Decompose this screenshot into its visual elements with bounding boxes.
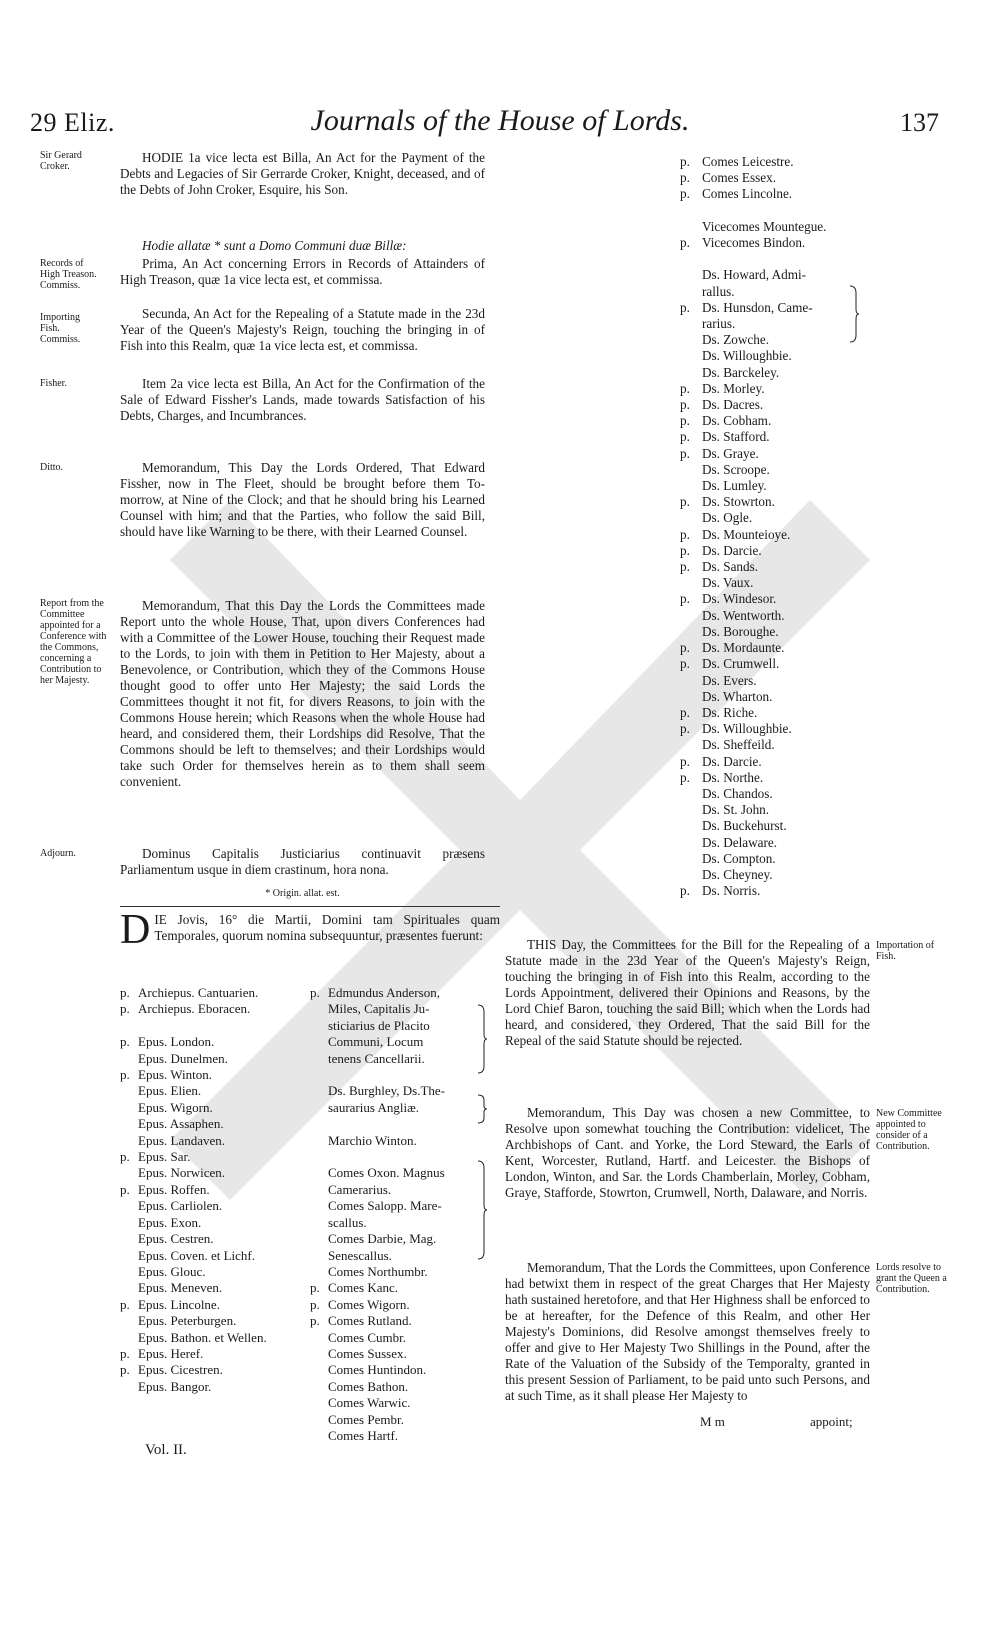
list-item bbox=[680, 673, 870, 689]
list-item bbox=[680, 705, 870, 721]
member-name: Comes Salopp. Mare- bbox=[328, 1198, 442, 1214]
list-item bbox=[680, 818, 870, 834]
list-item bbox=[680, 300, 870, 316]
member-name: Ds. Norris. bbox=[702, 883, 761, 899]
list-item bbox=[680, 510, 870, 526]
member-name: Epus. Norwicen. bbox=[138, 1165, 226, 1181]
list-item bbox=[680, 754, 870, 770]
list-item bbox=[680, 689, 870, 705]
member-name bbox=[702, 251, 705, 266]
member-name: Ds. Northe. bbox=[702, 769, 764, 785]
list-item bbox=[120, 1149, 305, 1165]
margin-note-adjourn: Adjourn. bbox=[40, 848, 76, 859]
volume-label: Vol. II. bbox=[145, 1442, 187, 1458]
paragraph-memorandum-report: Memorandum, That this Day the Lords the Committees made Report unto the whole House, That, upon divers Conferences had with a Committee of the Lower House, touching their Request made to the Lords, to join with them in Petition to Her Majesty, about a Benevolence, or Contribution, which they of the Commons House thought good to offer unto Her Majesty; the said Lords the Committees thought it not fit, for divers Reasons, to join with the Commons House herein; which Reasons when the whole House had heard, and considered them, their Lordships did Resolve, That the Commons should be left to themselves; and their Lordships would take such Order for themselves herein as to them shall seem convenient. bbox=[120, 598, 485, 789]
list-item bbox=[310, 1264, 500, 1280]
bracket-shape bbox=[476, 1004, 488, 1074]
member-name: Epus. Meneven. bbox=[138, 1280, 223, 1296]
list-item bbox=[310, 1215, 500, 1231]
footnote: * Origin. allat. est. bbox=[265, 888, 340, 899]
presence-mark: p. bbox=[120, 985, 130, 1000]
section-divider bbox=[120, 906, 500, 907]
member-name: Ds. Morley. bbox=[702, 380, 765, 396]
list-item bbox=[310, 1067, 500, 1083]
member-name: Ds. Boroughe. bbox=[702, 623, 779, 639]
member-name: Comes Essex. bbox=[702, 170, 776, 186]
list-item bbox=[680, 316, 870, 332]
member-name: scallus. bbox=[328, 1214, 367, 1230]
list-item bbox=[120, 1379, 305, 1395]
member-name: Vicecomes Bindon. bbox=[702, 235, 806, 251]
presence-mark: p. bbox=[680, 380, 690, 396]
member-name: Ds. Wentworth. bbox=[702, 607, 785, 623]
bishops-list bbox=[120, 985, 305, 1395]
presence-mark: p. bbox=[680, 704, 690, 720]
member-name: Ds. Delaware. bbox=[702, 834, 778, 850]
presence-mark: p. bbox=[680, 235, 690, 251]
presence-mark: p. bbox=[680, 413, 690, 429]
member-name: Epus. Cestren. bbox=[138, 1231, 214, 1247]
member-name bbox=[328, 1149, 331, 1164]
list-item bbox=[310, 1248, 500, 1264]
list-item bbox=[310, 1346, 500, 1362]
member-name: Epus. Exon. bbox=[138, 1214, 202, 1230]
member-name: Ds. Sheffeild. bbox=[702, 737, 775, 753]
list-item bbox=[310, 1198, 500, 1214]
list-item bbox=[680, 462, 870, 478]
member-name: Senescallus. bbox=[328, 1247, 392, 1263]
list-item bbox=[120, 1051, 305, 1067]
member-name: Ds. Scroope. bbox=[702, 461, 770, 477]
member-name bbox=[138, 1018, 141, 1033]
list-item bbox=[680, 591, 870, 607]
list-item bbox=[680, 381, 870, 397]
presence-mark: p. bbox=[680, 769, 690, 785]
list-item bbox=[680, 786, 870, 802]
member-name: Epus. Bangor. bbox=[138, 1378, 212, 1394]
paragraph-memorandum-fisher: Memorandum, This Day the Lords Ordered, That Edward Fissher, now in The Fleet, should be brought before them To-morrow, at Nine of the Clock; and that he should bring his Learned Counsel with him; and that the Parties, who follow the said Bill, should have like Warning to be there, with their Learned Counsel. bbox=[120, 460, 485, 539]
member-name: Ds. Vaux. bbox=[702, 575, 754, 591]
list-item bbox=[120, 1297, 305, 1313]
member-name bbox=[328, 1116, 331, 1131]
list-item bbox=[680, 154, 870, 170]
margin-note-importation: Importation of Fish. bbox=[876, 940, 935, 962]
list-item bbox=[680, 559, 870, 575]
list-item bbox=[120, 1100, 305, 1116]
member-name: Ds. Stowrton. bbox=[702, 494, 775, 510]
member-name: Ds. Ogle. bbox=[702, 510, 753, 526]
member-name: Epus. Bathon. et Wellen. bbox=[138, 1329, 267, 1345]
list-item bbox=[310, 1034, 500, 1050]
officers-list bbox=[310, 985, 500, 1444]
list-item bbox=[120, 1346, 305, 1362]
list-item bbox=[680, 446, 870, 462]
member-name: Comes Hartf. bbox=[328, 1427, 399, 1443]
presence-mark: p. bbox=[680, 542, 690, 558]
list-item bbox=[310, 1182, 500, 1198]
catchword: appoint; bbox=[810, 1414, 853, 1429]
margin-note-new-committee: New Committee appointed to consider of a Contribution. bbox=[876, 1108, 942, 1152]
presence-mark: p. bbox=[120, 1345, 130, 1361]
presence-mark: p. bbox=[680, 640, 690, 656]
list-item bbox=[680, 397, 870, 413]
member-name: Edmundus Anderson, bbox=[328, 985, 440, 1000]
margin-note-importing: Importing Fish. Commiss. bbox=[40, 312, 81, 345]
presence-mark: p. bbox=[680, 154, 690, 169]
list-item bbox=[310, 1149, 500, 1165]
presence-mark: p. bbox=[680, 591, 690, 607]
list-item bbox=[310, 1133, 500, 1149]
paragraph-secunda: Secunda, An Act for the Repealing of a Statute made in the 23d Year of the Queen's Majesty's Reign, touching the bringing in of Fish into this Realm, quæ 1a vice lecta est, et commissa. bbox=[120, 306, 485, 353]
list-item bbox=[680, 656, 870, 672]
list-item bbox=[120, 1330, 305, 1346]
list-item bbox=[310, 1165, 500, 1181]
list-item bbox=[310, 1362, 500, 1378]
paragraph-new-committee: Memorandum, This Day was chosen a new Committee, to Resolve upon somewhat touching the Contribution: videlicet, The Archbishops of Cant. and Yorke, the Lord Steward, the Earls of Kent, Worcester, Rutland, Hartf. and Leicester. the Bishops of London, Winton, and Sar. the Lords Chamberlain, Morley, Cobham, Graye, Stafforde, Stowrton, Crumwell, North, Dalaware, and Norris. bbox=[505, 1105, 870, 1200]
list-item bbox=[120, 1362, 305, 1378]
margin-note-croker: Sir Gerard Croker. bbox=[40, 150, 82, 172]
member-name: Epus. Sar. bbox=[138, 1149, 191, 1165]
list-item bbox=[120, 1133, 305, 1149]
list-item bbox=[680, 575, 870, 591]
member-name: Ds. St. John. bbox=[702, 802, 770, 818]
list-item bbox=[120, 1165, 305, 1181]
presence-mark: p. bbox=[310, 1296, 320, 1312]
member-name: tenens Cancellarii. bbox=[328, 1050, 425, 1066]
member-name: Comes Cumbr. bbox=[328, 1329, 407, 1345]
presence-mark: p. bbox=[680, 526, 690, 542]
bracket-shape bbox=[476, 1094, 488, 1124]
list-item bbox=[310, 1395, 500, 1411]
list-item bbox=[310, 1018, 500, 1034]
presence-mark: p. bbox=[120, 1362, 130, 1378]
page-number: 137 bbox=[900, 108, 939, 137]
list-item bbox=[680, 413, 870, 429]
list-item bbox=[310, 1412, 500, 1428]
member-name: Epus. Heref. bbox=[138, 1345, 204, 1361]
paragraph-croker-bill: HODIE 1a vice lecta est Billa, An Act for the Payment of the Debts and Legacies of Sir Gerrarde Croker, Knight, deceased, and of the Debts of John Croker, Esquire, his Son. bbox=[120, 150, 485, 197]
list-item bbox=[680, 851, 870, 867]
member-name: Ds. Evers. bbox=[702, 672, 757, 688]
list-item bbox=[680, 721, 870, 737]
member-name: Camerarius. bbox=[328, 1181, 392, 1197]
presence-mark: p. bbox=[680, 445, 690, 461]
member-name: Comes Northumbr. bbox=[328, 1263, 428, 1279]
list-item bbox=[680, 527, 870, 543]
member-name: Epus. Glouc. bbox=[138, 1263, 206, 1279]
presence-mark: p. bbox=[680, 429, 690, 445]
list-item bbox=[310, 1297, 500, 1313]
member-name: Ds. Cheyney. bbox=[702, 866, 773, 882]
list-item bbox=[310, 985, 500, 1001]
list-item bbox=[680, 737, 870, 753]
page-header-title: Journals of the House of Lords. bbox=[310, 104, 690, 137]
member-name: Ds. Hunsdon, Came- bbox=[702, 299, 813, 315]
list-item bbox=[680, 867, 870, 883]
member-name: Epus. Wigorn. bbox=[138, 1099, 213, 1115]
presence-mark: p. bbox=[680, 883, 690, 899]
list-item bbox=[120, 1001, 305, 1017]
paragraph-lords-resolve: Memorandum, That the Lords the Committees, upon Conference had betwixt them in respect of the great Charges that Her Majesty hath sustained heretofore, and that Her Highness shall be enforced to be at hereafter, for the Defence of this Realm, and other Her Majesty's Dominions, did Resolve amongst themselves freely to offer and give to Her Majesty Two Shillings in the Pound, after the Rate of the Valuation of the Subsidy of the Temporalty, granted in this present Session of Parliament, to be paid unto such Persons, and at such Time, as it shall please Her Majesty to bbox=[505, 1260, 870, 1403]
member-name: Ds. Stafford. bbox=[702, 429, 770, 445]
paragraph-prima: Prima, An Act concerning Errors in Records of Attainders of High Treason, quæ 1a vice lecta est, et commissa. bbox=[120, 256, 485, 287]
list-item bbox=[680, 170, 870, 186]
list-item bbox=[120, 1067, 305, 1083]
lords-list-top bbox=[680, 154, 870, 899]
list-item bbox=[310, 1100, 500, 1116]
member-name: Ds. Crumwell. bbox=[702, 656, 780, 672]
member-name: Epus. Assaphen. bbox=[138, 1116, 224, 1132]
list-item bbox=[310, 1083, 500, 1099]
member-name: Comes Oxon. Magnus bbox=[328, 1165, 445, 1181]
presence-mark: p. bbox=[680, 721, 690, 737]
presence-mark: p. bbox=[120, 1001, 130, 1017]
margin-note-report: Report from the Committee appointed for a Conference with the Commons, concerning a Contribution to her Majesty. bbox=[40, 598, 107, 686]
member-name: Epus. Peterburgen. bbox=[138, 1313, 237, 1329]
list-item bbox=[680, 883, 870, 899]
list-item bbox=[680, 348, 870, 364]
member-name: Ds. Cobham. bbox=[702, 413, 772, 429]
member-name: Comes Sussex. bbox=[328, 1345, 407, 1361]
member-name: Comes Wigorn. bbox=[328, 1296, 410, 1312]
list-item bbox=[680, 802, 870, 818]
member-name: Epus. Cicestren. bbox=[138, 1362, 223, 1378]
die-jovis-text: IE Jovis, 16° die Martii, Domini tam Spirituales quam Temporales, quorum nomina subsequuntur, præsentes fuerunt: bbox=[154, 912, 500, 943]
drop-cap: D bbox=[120, 907, 151, 953]
presence-mark: p. bbox=[680, 656, 690, 672]
member-name: Epus. Landaven. bbox=[138, 1132, 226, 1148]
list-item bbox=[310, 1313, 500, 1329]
list-item bbox=[120, 1231, 305, 1247]
member-name: Epus. Elien. bbox=[138, 1083, 202, 1099]
presence-mark: p. bbox=[310, 1313, 320, 1329]
list-item bbox=[680, 478, 870, 494]
member-name: Communi, Locum bbox=[328, 1034, 424, 1050]
member-name: Ds. Mounteioye. bbox=[702, 526, 791, 542]
list-item bbox=[680, 640, 870, 656]
list-item bbox=[120, 985, 305, 1001]
member-name: rallus. bbox=[702, 283, 735, 299]
member-name: Comes Kanc. bbox=[328, 1280, 399, 1296]
paragraph-adjournment: Dominus Capitalis Justiciarius continuavit præsens Parliamentum usque in diem crastinum, hora nona. bbox=[120, 846, 485, 877]
member-name: Comes Warwic. bbox=[328, 1395, 411, 1411]
presence-mark: p. bbox=[680, 170, 690, 186]
list-item bbox=[680, 494, 870, 510]
presence-mark: p. bbox=[680, 753, 690, 769]
presence-mark: p. bbox=[120, 1149, 130, 1165]
member-name: Ds. Howard, Admi- bbox=[702, 267, 807, 283]
member-name: saurarius Angliæ. bbox=[328, 1099, 419, 1115]
list-item bbox=[120, 1313, 305, 1329]
list-item bbox=[120, 1264, 305, 1280]
member-name: Ds. Graye. bbox=[702, 445, 759, 461]
margin-note-ditto: Ditto. bbox=[40, 462, 64, 473]
list-item bbox=[120, 1248, 305, 1264]
member-name: Epus. Coven. et Lichf. bbox=[138, 1247, 255, 1263]
list-item bbox=[680, 332, 870, 348]
member-name: Vicecomes Mountegue. bbox=[702, 218, 827, 234]
member-name: Ds. Mordaunte. bbox=[702, 640, 785, 656]
paragraph-fisher-bill: Item 2a vice lecta est Billa, An Act for the Confirmation of the Sale of Edward Fissher's Lands, made towards Satisfaction of his Debts, Charges, and Incumbrances. bbox=[120, 376, 485, 423]
list-item bbox=[680, 251, 870, 267]
member-name: Archiepus. Eboracen. bbox=[138, 1001, 251, 1017]
member-name: Ds. Lumley. bbox=[702, 478, 767, 494]
member-name: Miles, Capitalis Ju- bbox=[328, 1001, 430, 1017]
list-item bbox=[310, 1051, 500, 1067]
member-name: Comes Bathon. bbox=[328, 1378, 409, 1394]
list-item bbox=[680, 543, 870, 559]
list-item bbox=[680, 219, 870, 235]
list-item bbox=[310, 1280, 500, 1296]
list-item bbox=[120, 1034, 305, 1050]
member-name: Comes Lincolne. bbox=[702, 186, 793, 202]
presence-mark: p. bbox=[120, 1034, 130, 1050]
member-name: Ds. Compton. bbox=[702, 850, 776, 866]
list-item bbox=[310, 1379, 500, 1395]
member-name: Ds. Zowche. bbox=[702, 332, 770, 348]
paragraph-fish-bill-rejected: THIS Day, the Committees for the Bill for the Repealing of a Statute made in the 23d Year of the Queen's Majesty's Reign, touching the bringing in of Fish into this Realm, according to the Lords Appointment, delivered their Opinions and Reasons, by the Lord Chief Baron, touching the said Bill; which when the Lords had heard, and considered, they Ordered, That the said Bill for the Repeal of the said Statute should be rejected. bbox=[505, 937, 870, 1048]
list-item bbox=[680, 624, 870, 640]
member-name bbox=[328, 1067, 331, 1082]
list-item bbox=[310, 1116, 500, 1132]
list-item bbox=[120, 1018, 305, 1034]
list-item bbox=[120, 1182, 305, 1198]
presence-mark: p. bbox=[680, 494, 690, 510]
bracket-shape bbox=[848, 285, 860, 343]
member-name: Ds. Sands. bbox=[702, 559, 759, 575]
member-name: Epus. Carliolen. bbox=[138, 1198, 223, 1214]
presence-mark: p. bbox=[310, 985, 320, 1000]
presence-mark: p. bbox=[310, 1280, 320, 1296]
member-name: Ds. Burghley, Ds.The- bbox=[328, 1083, 445, 1099]
bracket-shape bbox=[476, 1160, 488, 1260]
list-item bbox=[680, 770, 870, 786]
presence-mark: p. bbox=[680, 397, 690, 413]
member-name: Epus. London. bbox=[138, 1034, 215, 1050]
list-item bbox=[680, 203, 870, 219]
list-item bbox=[680, 365, 870, 381]
list-item bbox=[680, 186, 870, 202]
margin-note-fisher: Fisher. bbox=[40, 378, 67, 389]
paragraph-bills-brought: Hodie allatæ * sunt a Domo Communi duæ Billæ: bbox=[142, 238, 407, 253]
member-name: Ds. Dacres. bbox=[702, 397, 764, 413]
member-name: Epus. Winton. bbox=[138, 1067, 212, 1083]
list-item bbox=[310, 1428, 500, 1444]
presence-mark: p. bbox=[120, 1067, 130, 1083]
member-name: Comes Darbie, Mag. bbox=[328, 1231, 437, 1247]
list-item bbox=[680, 284, 870, 300]
list-item bbox=[680, 835, 870, 851]
member-name bbox=[702, 203, 705, 218]
member-name: Comes Rutland. bbox=[328, 1313, 412, 1329]
member-name: sticiarius de Placito bbox=[328, 1017, 430, 1033]
member-name: Ds. Willoughbie. bbox=[702, 348, 792, 364]
member-name: Ds. Willoughbie. bbox=[702, 721, 792, 737]
list-item bbox=[120, 1116, 305, 1132]
member-name: Ds. Darcie. bbox=[702, 753, 762, 769]
member-name: Comes Huntindon. bbox=[328, 1362, 427, 1378]
member-name: Ds. Buckehurst. bbox=[702, 818, 787, 834]
signature-mark: M m bbox=[700, 1414, 725, 1429]
member-name: Ds. Wharton. bbox=[702, 688, 773, 704]
member-name: Epus. Lincolne. bbox=[138, 1296, 220, 1312]
margin-note-lords-resolve: Lords resolve to grant the Queen a Contribution. bbox=[876, 1262, 947, 1295]
presence-mark: p. bbox=[120, 1296, 130, 1312]
member-name: Epus. Dunelmen. bbox=[138, 1050, 228, 1066]
list-item bbox=[310, 1001, 500, 1017]
list-item bbox=[120, 1280, 305, 1296]
list-item bbox=[680, 235, 870, 251]
member-name: Epus. Roffen. bbox=[138, 1181, 210, 1197]
list-item bbox=[120, 1083, 305, 1099]
member-name: Comes Leicestre. bbox=[702, 154, 794, 169]
presence-mark: p. bbox=[120, 1181, 130, 1197]
member-name: rarius. bbox=[702, 316, 736, 332]
list-item bbox=[120, 1215, 305, 1231]
member-name: Ds. Barckeley. bbox=[702, 364, 780, 380]
list-item bbox=[310, 1330, 500, 1346]
member-name: Archiepus. Cantuarien. bbox=[138, 985, 259, 1000]
presence-mark: p. bbox=[680, 186, 690, 202]
member-name: Ds. Riche. bbox=[702, 704, 758, 720]
presence-mark: p. bbox=[680, 299, 690, 315]
member-name: Ds. Windesor. bbox=[702, 591, 777, 607]
list-item bbox=[310, 1231, 500, 1247]
die-jovis-heading bbox=[120, 907, 500, 953]
member-name: Marchio Winton. bbox=[328, 1132, 417, 1148]
margin-note-records: Records of High Treason. Commiss. bbox=[40, 258, 97, 291]
list-item bbox=[680, 429, 870, 445]
list-item bbox=[120, 1198, 305, 1214]
page-header-left: 29 Eliz. bbox=[30, 108, 115, 137]
presence-mark: p. bbox=[680, 559, 690, 575]
list-item bbox=[680, 267, 870, 283]
list-item bbox=[680, 608, 870, 624]
member-name: Ds. Chandos. bbox=[702, 785, 773, 801]
member-name: Comes Pembr. bbox=[328, 1411, 404, 1427]
member-name: Ds. Darcie. bbox=[702, 542, 762, 558]
